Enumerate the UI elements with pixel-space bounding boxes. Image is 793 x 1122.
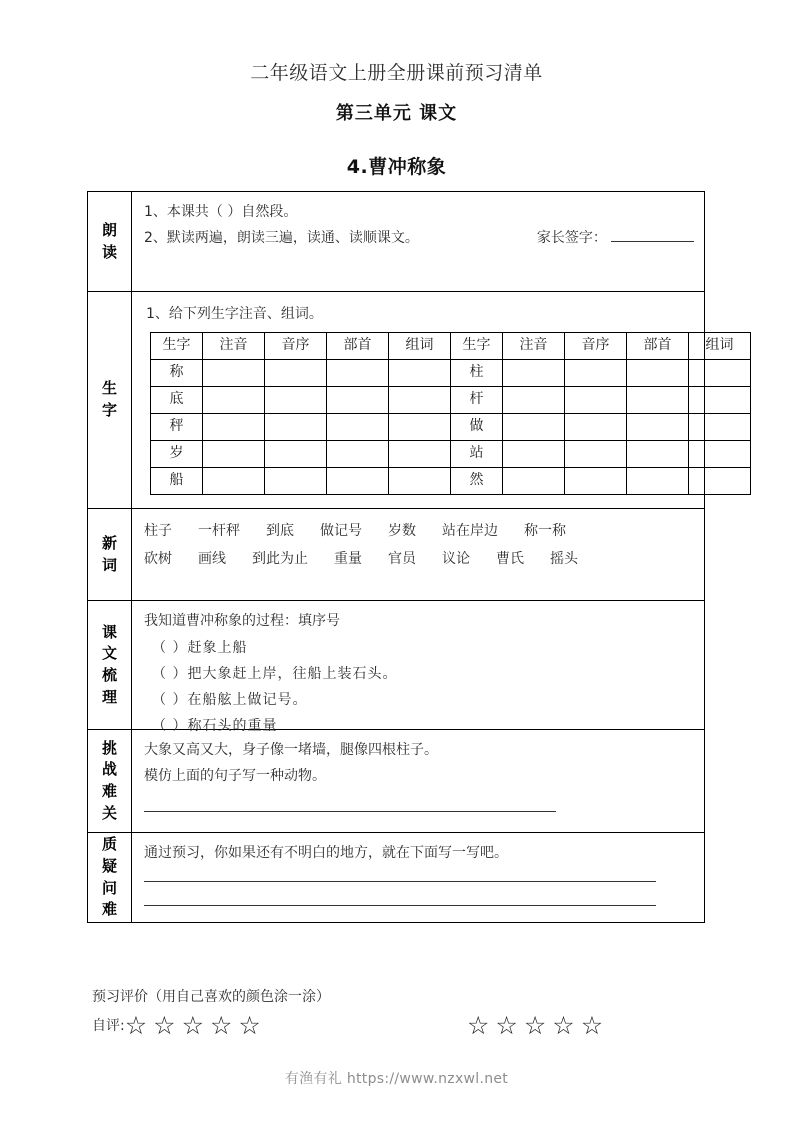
word-item: 摇头 <box>550 551 578 567</box>
answer-cell[interactable] <box>203 467 265 494</box>
worksheet-table <box>87 191 734 923</box>
section-label-challenge <box>88 730 132 832</box>
answer-cell[interactable] <box>565 386 627 413</box>
answer-cell[interactable] <box>565 359 627 386</box>
section-label-new-chars <box>88 292 132 508</box>
star-icon[interactable]: ☆ <box>238 1010 261 1040</box>
answer-cell[interactable] <box>503 413 565 440</box>
word-item: 柱子 <box>144 523 172 539</box>
word-item: 到底 <box>266 523 294 539</box>
answer-cell[interactable] <box>565 467 627 494</box>
answer-cell[interactable] <box>327 467 389 494</box>
evaluation-stars-row <box>92 1008 712 1042</box>
watermark: 有渔有礼 https://www.nzxwl.net <box>284 1071 509 1087</box>
star-icon[interactable]: ☆ <box>209 1010 233 1040</box>
answer-cell[interactable] <box>203 413 265 440</box>
column-header: 组词 <box>689 332 751 359</box>
label-char: 词 <box>101 555 117 574</box>
answer-cell[interactable] <box>565 413 627 440</box>
answer-cell[interactable] <box>689 359 751 386</box>
answer-cell[interactable] <box>389 413 451 440</box>
challenge-answer-line[interactable] <box>144 811 556 812</box>
star-icon[interactable]: ☆ <box>124 1010 148 1040</box>
challenge-example: 大象又高又大，身子像一堵墙，腿像四根柱子。 <box>144 742 438 758</box>
challenge-instruction: 模仿上面的句子写一种动物。 <box>144 767 326 784</box>
word-item: 官员 <box>388 551 416 567</box>
answer-cell[interactable] <box>689 440 751 467</box>
section-label-doubt <box>88 833 132 922</box>
answer-cell[interactable] <box>689 467 751 494</box>
answer-cell[interactable] <box>689 413 751 440</box>
answer-cell[interactable] <box>503 386 565 413</box>
table-row <box>151 440 751 467</box>
answer-cell[interactable] <box>627 359 689 386</box>
parent-signature-line[interactable] <box>611 240 694 242</box>
char-cell: 船 <box>151 467 203 494</box>
label-char: 生 <box>101 379 117 398</box>
section-row-new-chars <box>88 292 734 509</box>
reading-task-2: 2、默读两遍，朗读三遍，读通、读顺课文。 <box>144 229 419 246</box>
label-char: 新 <box>101 533 117 552</box>
word-item: 岁数 <box>388 523 416 539</box>
word-item: 站在岸边 <box>442 523 498 539</box>
section-body-challenge <box>132 730 704 832</box>
star-icon[interactable]: ☆ <box>495 1010 518 1040</box>
label-char: 梳 <box>101 666 117 684</box>
outline-item[interactable]: （ ）称石头的重量 <box>152 717 278 734</box>
answer-cell[interactable] <box>503 359 565 386</box>
star-icon[interactable]: ☆ <box>552 1010 575 1040</box>
section-body-outline <box>132 601 704 734</box>
answer-cell[interactable] <box>627 467 689 494</box>
reading-task-2-row <box>144 226 694 252</box>
section-row-outline <box>88 601 704 734</box>
page-title-lesson: 4.曹冲称象 <box>346 156 447 178</box>
doubt-answer-line-1[interactable] <box>144 881 656 882</box>
answer-cell[interactable] <box>327 386 389 413</box>
column-header: 音序 <box>565 332 627 359</box>
char-cell: 然 <box>451 467 503 494</box>
label-char: 文 <box>101 644 117 663</box>
page-title-main: 二年级语文上册全册课前预习清单 <box>250 62 543 84</box>
answer-cell[interactable] <box>327 413 389 440</box>
column-header: 部首 <box>327 332 389 359</box>
answer-cell[interactable] <box>689 386 751 413</box>
char-cell: 秤 <box>151 413 203 440</box>
answer-cell[interactable] <box>203 386 265 413</box>
answer-cell[interactable] <box>265 413 327 440</box>
word-item: 重量 <box>334 551 362 567</box>
char-cell: 做 <box>451 413 503 440</box>
word-item: 砍树 <box>144 551 172 567</box>
label-char: 难 <box>101 900 117 919</box>
star-icon[interactable]: ☆ <box>523 1010 547 1040</box>
table-row <box>151 467 751 494</box>
table-header-row <box>151 332 751 359</box>
char-cell: 称 <box>151 359 203 386</box>
char-cell: 岁 <box>151 440 203 467</box>
answer-cell[interactable] <box>389 467 451 494</box>
word-item: 称一称 <box>524 523 566 539</box>
word-item: 到此为止 <box>252 551 308 567</box>
answer-cell[interactable] <box>627 386 689 413</box>
answer-cell[interactable] <box>265 440 327 467</box>
evaluation-title: 预习评价（用自己喜欢的颜色涂一涂） <box>92 989 330 1005</box>
answer-cell[interactable] <box>389 386 451 413</box>
label-char: 字 <box>101 401 117 419</box>
answer-cell[interactable] <box>265 359 327 386</box>
column-header: 音序 <box>265 332 327 359</box>
table-row <box>151 386 751 413</box>
self-rating-stars[interactable] <box>124 1010 267 1040</box>
outline-item[interactable]: （ ）在船舷上做记号。 <box>152 691 308 708</box>
section-body-reading <box>132 192 704 291</box>
label-char: 读 <box>101 242 117 261</box>
char-cell: 站 <box>451 440 503 467</box>
section-label-new-words <box>88 509 132 600</box>
reading-task-1: 1、本课共（ ）自然段。 <box>144 204 298 220</box>
char-cell: 底 <box>151 386 203 413</box>
answer-cell[interactable] <box>389 440 451 467</box>
section-body-new-chars <box>132 292 761 508</box>
label-char: 挑 <box>101 738 117 757</box>
doubt-answer-line-2[interactable] <box>144 905 656 906</box>
word-item: 议论 <box>442 551 470 567</box>
star-icon[interactable]: ☆ <box>153 1010 176 1040</box>
label-char: 疑 <box>101 856 117 875</box>
section-label-reading <box>88 192 132 291</box>
section-row-new-words <box>88 509 704 601</box>
answer-cell[interactable] <box>265 467 327 494</box>
label-char: 问 <box>101 878 117 897</box>
section-body-new-words <box>132 509 704 600</box>
outline-item[interactable]: （ ）把大象赶上岸，往船上装石头。 <box>152 665 398 682</box>
parent-signature-label: 家长签字： <box>536 229 607 246</box>
column-header: 组词 <box>389 332 451 359</box>
answer-cell[interactable] <box>327 440 389 467</box>
column-header: 注音 <box>203 332 265 359</box>
star-icon[interactable]: ☆ <box>181 1010 204 1040</box>
answer-cell[interactable] <box>327 359 389 386</box>
section-row-challenge <box>88 730 704 833</box>
outline-item[interactable]: （ ）赶象上船 <box>152 639 248 656</box>
section-body-doubt <box>132 833 704 922</box>
answer-cell[interactable] <box>627 440 689 467</box>
word-item: 曹氏 <box>496 551 524 567</box>
section-row-doubt <box>88 833 704 922</box>
label-char: 难 <box>101 782 117 800</box>
answer-cell[interactable] <box>203 440 265 467</box>
word-item: 一杆秤 <box>198 523 240 539</box>
section-label-outline <box>88 601 132 729</box>
self-evaluation-label: 自评: <box>92 1018 125 1034</box>
label-char: 朗 <box>101 220 117 239</box>
answer-cell[interactable] <box>503 467 565 494</box>
answer-cell[interactable] <box>627 413 689 440</box>
star-icon[interactable]: ☆ <box>580 1010 604 1040</box>
label-char: 课 <box>101 622 117 641</box>
word-item: 画线 <box>198 551 226 567</box>
page-title-unit: 第三单元 课文 <box>335 103 458 124</box>
answer-cell[interactable] <box>503 440 565 467</box>
table-row <box>151 413 751 440</box>
outline-instruction: 我知道曹冲称象的过程：填序号 <box>144 613 340 629</box>
second-rating-stars[interactable] <box>467 1008 609 1042</box>
answer-cell[interactable] <box>389 359 451 386</box>
char-cell: 杆 <box>451 386 503 413</box>
new-words-line-2 <box>144 545 694 573</box>
column-header: 部首 <box>627 332 689 359</box>
new-words-line-1 <box>144 517 694 545</box>
star-icon[interactable]: ☆ <box>467 1010 490 1040</box>
label-char: 关 <box>101 803 117 822</box>
column-header: 生字 <box>151 332 203 359</box>
label-char: 理 <box>101 687 117 706</box>
doubt-instruction: 通过预习，你如果还有不明白的地方，就在下面写一写吧。 <box>144 845 508 861</box>
section-row-reading <box>88 192 704 292</box>
label-char: 质 <box>101 835 117 853</box>
evaluation-section <box>92 986 712 1042</box>
answer-cell[interactable] <box>565 440 627 467</box>
answer-cell[interactable] <box>203 359 265 386</box>
column-header: 注音 <box>503 332 565 359</box>
new-chars-grid <box>150 332 751 495</box>
column-header: 生字 <box>451 332 503 359</box>
word-item: 做记号 <box>320 523 362 539</box>
table-row <box>151 359 751 386</box>
new-chars-instruction: 1、给下列生字注音、组词。 <box>146 306 323 322</box>
answer-cell[interactable] <box>265 386 327 413</box>
label-char: 战 <box>101 760 117 779</box>
char-cell: 柱 <box>451 359 503 386</box>
